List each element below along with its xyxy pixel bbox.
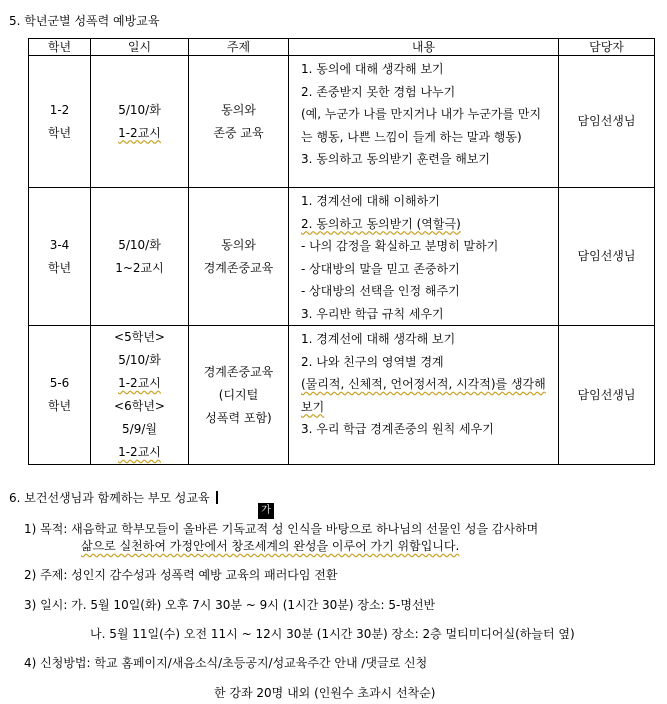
date-line: 5/10/화	[118, 353, 161, 367]
date-line: 5/10/화	[118, 237, 161, 252]
content-line: 2. 동의하고 동의받기 (역할극)	[301, 216, 461, 231]
capacity-line: 한 강좌 20명 내외 (인원수 초과시 선착순)	[214, 686, 436, 700]
content-line: - 상대방의 선택을 인정 해주기	[301, 284, 460, 298]
header-content: 내용	[289, 39, 559, 56]
content-cell	[289, 326, 559, 465]
content-cell	[289, 56, 559, 188]
header-grade: 학년	[29, 39, 91, 56]
topic-cell	[189, 326, 289, 465]
grade-cell	[29, 56, 91, 188]
header-date: 일시	[91, 39, 189, 56]
topic-line: 2) 주제: 성인지 감수성과 성폭력 예방 교육의 패러다임 전환	[24, 568, 338, 582]
date-line: 1~2교시	[115, 260, 164, 275]
teacher-cell: 담임선생님	[559, 326, 655, 465]
topic-line: 경계존중교육	[203, 260, 274, 275]
content-line: 1. 동의에 대해 생각해 보기	[301, 62, 444, 76]
topic-cell	[189, 188, 289, 326]
date-line: 1-2교시	[118, 445, 161, 459]
date-line-2: 나. 5월 11일(수) 오전 11시 ~ 12시 30분 (1시간 30분) 장소: 2층 멀티미디어실(하늘터 옆)	[90, 627, 575, 641]
content-line: 3. 우리반 학급 규칙 세우기	[301, 306, 444, 321]
grade-line: 학년	[47, 399, 72, 413]
content-cell	[289, 188, 559, 326]
topic-line: 존중 교육	[213, 125, 264, 140]
content-line: - 나의 감정을 확실하고 분명히 말하기	[301, 239, 499, 253]
header-teacher: 담당자	[559, 39, 655, 56]
section6-title-line	[9, 489, 218, 506]
date-line: <5학년>	[114, 330, 165, 344]
date-cell	[91, 56, 189, 188]
teacher-cell: 담임선생님	[559, 188, 655, 326]
date-line: 1-2교시	[118, 376, 161, 390]
content-line: 1. 경계선에 대해 이해하기	[301, 194, 440, 208]
table-row	[29, 188, 655, 326]
date-line: 1-2교시	[118, 125, 161, 140]
content-line: 1. 경계선에 대해 생각해 보기	[301, 332, 456, 346]
date-cell	[91, 188, 189, 326]
date-line: 5/10/화	[118, 102, 161, 117]
date-line-1: 3) 일시: 가. 5월 10일(화) 오후 7시 30분 ~ 9시 (1시간 30분) 장소: 5-명선반	[24, 598, 436, 612]
teacher-cell: 담임선생님	[559, 56, 655, 188]
text-cursor	[216, 491, 218, 504]
date-line: <6학년>	[114, 399, 165, 413]
section5-title: 5. 학년군별 성폭력 예방교육	[9, 14, 160, 28]
content-line: 2. 나와 친구의 영역별 경계	[301, 354, 444, 369]
table-row	[29, 56, 655, 188]
grade-cell	[29, 188, 91, 326]
grade-cell	[29, 326, 91, 465]
topic-line: 성폭력 포함)	[205, 410, 272, 425]
grade-line: 5-6	[49, 376, 70, 390]
grade-line: 3-4	[49, 237, 70, 252]
purpose-line-2: 삶으로 실천하여 가정안에서 창조세계의 완성을 이루어 가기 위함입니다.	[81, 539, 460, 553]
date-line: 5/9/월	[122, 422, 157, 436]
grade-line: 1-2	[49, 102, 70, 117]
grade-line: 학년	[47, 260, 72, 275]
ime-composition-indicator: 가	[258, 503, 274, 519]
content-line: 2. 존중받지 못한 경험 나누기	[301, 84, 456, 99]
content-line: (물리적, 신체적, 언어정서적, 시각적)를 생각해보기	[301, 377, 546, 414]
date-cell	[91, 326, 189, 465]
topic-line: 경계존중교육	[203, 364, 274, 379]
content-line: 3. 동의하고 동의받기 훈련을 해보기	[301, 152, 490, 166]
topic-line: 동의와	[221, 102, 256, 117]
topic-line: 동의와	[221, 237, 256, 252]
content-line: 3. 우리 학급 경계존중의 원칙 세우기	[301, 422, 494, 436]
header-topic: 주제	[189, 39, 289, 56]
table-row	[29, 326, 655, 465]
section6-title: 6. 보건선생님과 함께하는 부모 성교육	[9, 491, 210, 505]
topic-cell	[189, 56, 289, 188]
education-schedule-table	[28, 38, 655, 465]
topic-line: (디지털	[218, 387, 259, 402]
table-header-row	[29, 39, 655, 56]
apply-method-line: 4) 신청방법: 학교 홈페이지/새음소식/초등공지/성교육주간 안내 /댓글로 신청	[24, 656, 428, 670]
grade-line: 학년	[47, 125, 72, 140]
content-line: - 상대방의 말을 믿고 존중하기	[301, 261, 460, 276]
content-line: (예, 누군가 나를 만지거나 내가 누군가를 만지는 행동, 나쁜 느낌이 들게 하는 말과 행동)	[301, 107, 542, 144]
purpose-line-1: 1) 목적: 새음학교 학부모들이 올바른 기독교적 성 인식을 바탕으로 하나님의 선물인 성을 감사하며	[24, 522, 539, 536]
